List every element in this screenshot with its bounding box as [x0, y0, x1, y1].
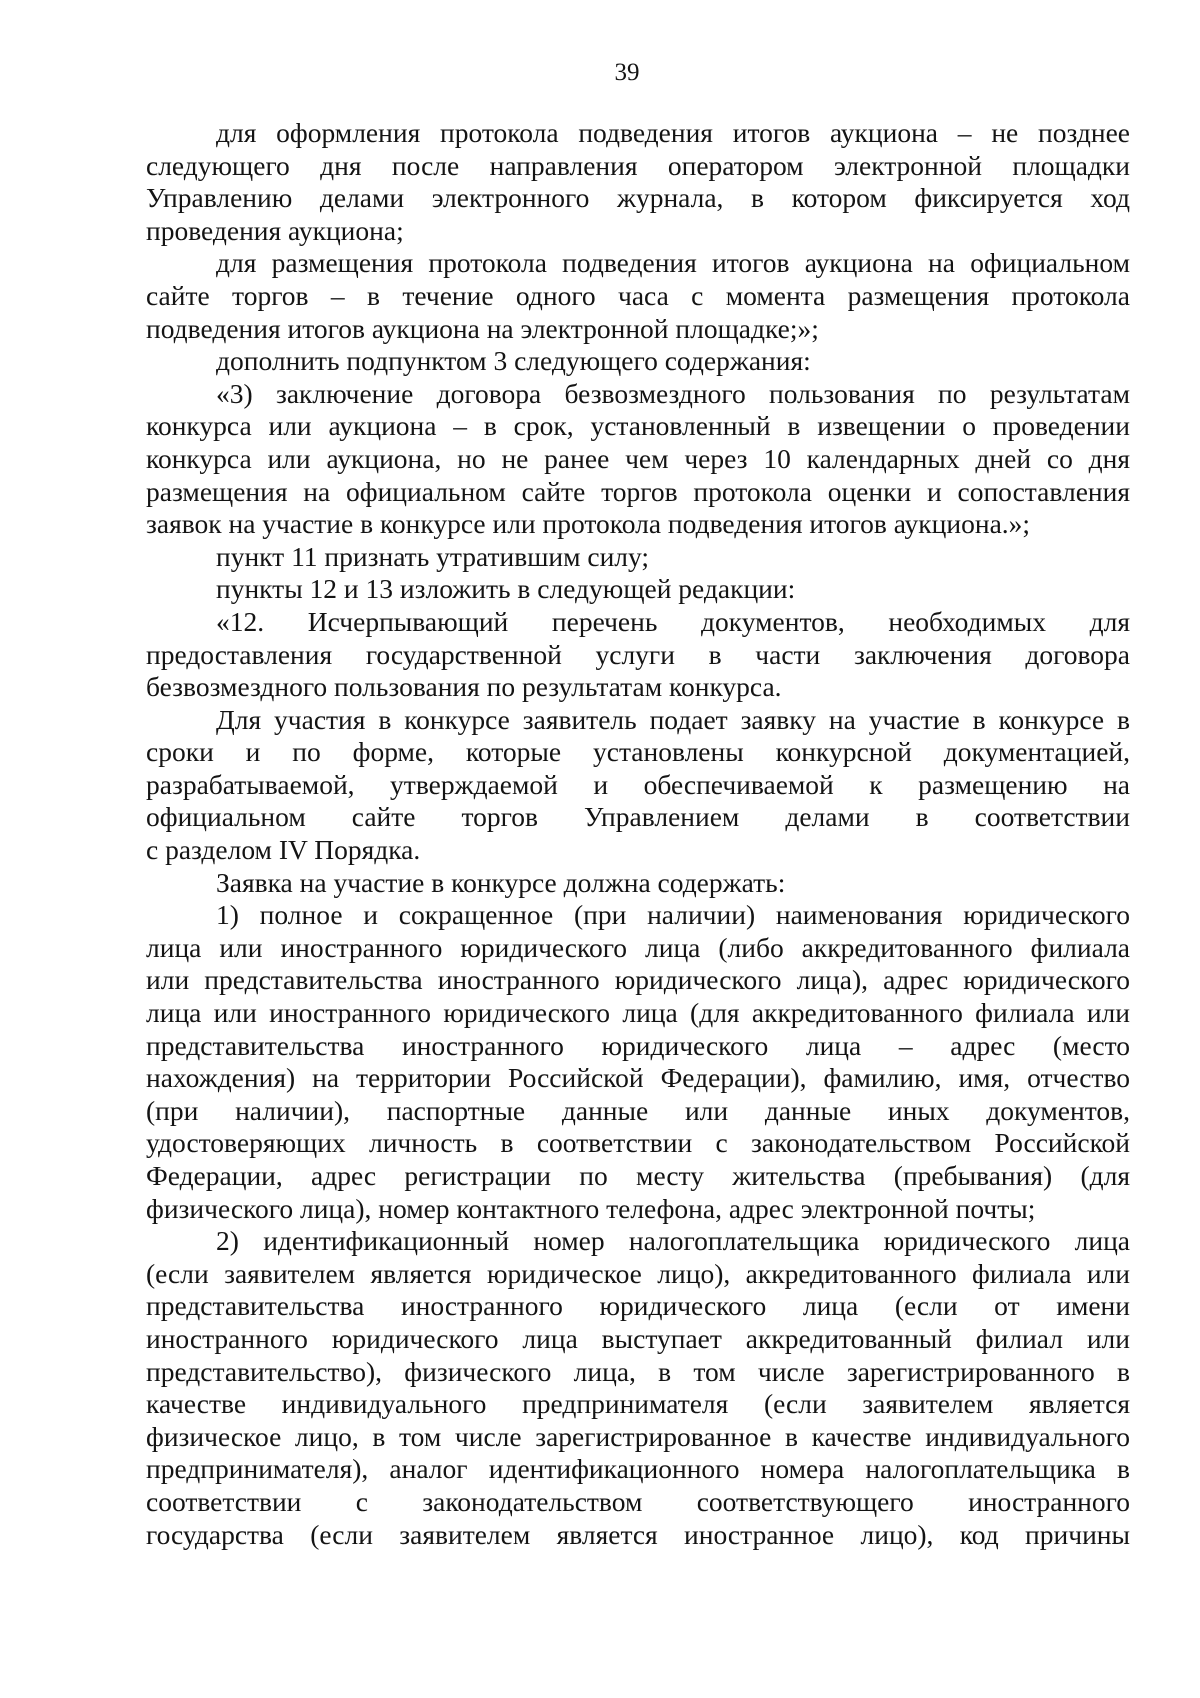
text-line: с разделом IV Порядка.	[146, 834, 421, 866]
paragraph	[146, 345, 1130, 378]
text-line: представительства иностранного юридического лица – адрес (место	[146, 1029, 1130, 1061]
text-line: иностранного юридического лица выступает аккредитованный филиал или	[146, 1322, 1130, 1354]
paragraph	[146, 899, 1130, 1225]
text-line: (если заявителем является юридическое лицо), аккредитованного филиала или	[146, 1257, 1130, 1289]
text-line: предпринимателя), аналог идентификационного номера налогоплательщика в	[146, 1453, 1130, 1485]
text-line: пункты 12 и 13 изложить в следующей редакции:	[216, 573, 796, 605]
text-line: удостоверяющих личность в соответствии с законодательством Российской	[146, 1127, 1130, 1159]
text-line: Управлению делами электронного журнала, в котором фиксируется ход	[146, 182, 1130, 214]
text-line: разрабатываемой, утверждаемой и обеспечиваемой к размещению на	[146, 768, 1130, 800]
text-line: «3) заключение договора безвозмездного пользования по результатам	[216, 377, 1130, 409]
text-line: официальном сайте торгов Управлением делами в соответствии	[146, 801, 1130, 833]
text-line: качестве индивидуального предпринимателя (если заявителем является	[146, 1388, 1130, 1420]
text-line: представительство), физического лица, в том числе зарегистрированного в	[146, 1355, 1130, 1387]
text-line: лица или иностранного юридического лица (для аккредитованного филиала или	[146, 997, 1130, 1029]
text-line: представительства иностранного юридического лица (если от имени	[146, 1290, 1130, 1322]
text-line: 1) полное и сокращенное (при наличии) наименования юридического	[216, 899, 1130, 931]
text-line: Заявка на участие в конкурсе должна содержать:	[216, 866, 786, 898]
text-line: 2) идентификационный номер налогоплательщика юридического лица	[216, 1225, 1130, 1257]
paragraph	[146, 378, 1130, 541]
page-number: 39	[614, 59, 640, 86]
text-line: государства (если заявителем является иностранное лицо), код причины	[146, 1518, 1130, 1550]
paragraph	[146, 1225, 1130, 1551]
document-body	[146, 117, 1130, 1551]
text-line: «12. Исчерпывающий перечень документов, необходимых для	[216, 605, 1130, 637]
text-line: физического лица), номер контактного телефона, адрес электронной почты;	[146, 1192, 1036, 1224]
text-line: предоставления государственной услуги в части заключения договора	[146, 638, 1130, 670]
text-line: заявок на участие в конкурсе или протокола подведения итогов аукциона.»;	[146, 508, 1031, 540]
text-line: пункт 11 признать утратившим силу;	[216, 540, 650, 572]
text-line: нахождения) на территории Российской Федерации), фамилию, имя, отчество	[146, 1062, 1130, 1094]
text-line: физическое лицо, в том числе зарегистрированное в качестве индивидуального	[146, 1420, 1130, 1452]
paragraph	[146, 247, 1130, 345]
text-line: конкурса или аукциона, но не ранее чем через 10 календарных дней со дня	[146, 442, 1130, 474]
text-line: проведения аукциона;	[146, 214, 404, 246]
text-line: безвозмездного пользования по результатам конкурса.	[146, 671, 782, 703]
paragraph	[146, 573, 1130, 606]
text-line: лица или иностранного юридического лица (либо аккредитованного филиала	[146, 931, 1130, 963]
text-line: дополнить подпунктом 3 следующего содержания:	[216, 345, 811, 377]
text-line: подведения итогов аукциона на электронной площадке;»;	[146, 312, 819, 344]
text-line: размещения на официальном сайте торгов протокола оценки и сопоставления	[146, 475, 1130, 507]
text-line: для размещения протокола подведения итогов аукциона на официальном	[216, 247, 1130, 279]
text-line: или представительства иностранного юридического лица), адрес юридического	[146, 964, 1130, 996]
paragraph	[146, 117, 1130, 247]
text-line: следующего дня после направления оператором электронной площадки	[146, 149, 1130, 181]
text-line: Для участия в конкурсе заявитель подает заявку на участие в конкурсе в	[216, 703, 1130, 735]
text-line: конкурса или аукциона – в срок, установленный в извещении о проведении	[146, 410, 1130, 442]
text-line: сайте торгов – в течение одного часа с момента размещения протокола	[146, 279, 1130, 311]
paragraph	[146, 867, 1130, 900]
paragraph	[146, 606, 1130, 704]
text-line: Федерации, адрес регистрации по месту жительства (пребывания) (для	[146, 1160, 1130, 1191]
text-line: соответствии с законодательством соответствующего иностранного	[146, 1485, 1130, 1517]
text-line: для оформления протокола подведения итогов аукциона – не позднее	[216, 117, 1130, 148]
text-line: сроки и по форме, которые установлены конкурсной документацией,	[146, 736, 1130, 768]
text-line: (при наличии), паспортные данные или данные иных документов,	[146, 1094, 1130, 1126]
paragraph	[146, 541, 1130, 574]
paragraph	[146, 704, 1130, 867]
